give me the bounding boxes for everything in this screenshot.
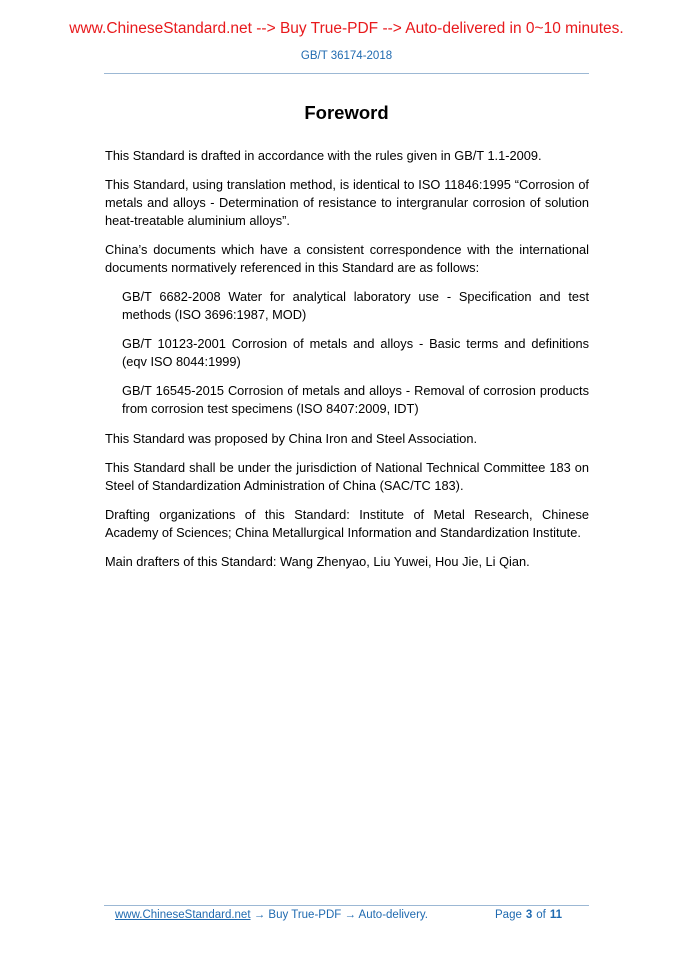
page-label: Page (495, 909, 522, 921)
paragraph-drafting-rules: This Standard is drafted in accordance with the rules given in GB/T 1.1-2009. (105, 148, 542, 163)
footer-divider (104, 905, 589, 906)
paragraph-drafting-organizations: Drafting organizations of this Standard: Institute of Metal Research, Chinese Academy of Sciences; China Metallurgical Information and Standardization Institute. (105, 506, 589, 540)
paragraph-proposed-by: This Standard was proposed by China Iron and Steel Association. (105, 430, 478, 446)
reference-item: GB/T 6682-2008 Water for analytical laboratory use - Specification and test methods (ISO 3696:1987, MOD) (122, 289, 589, 323)
header-divider (104, 73, 589, 74)
top-banner-link[interactable]: www.ChineseStandard.net --> Buy True-PDF --> Auto-delivered in 0~10 minutes. (69, 20, 624, 37)
paragraph-correspondence-intro: China’s documents which have a consistent correspondence with the international documents normatively referenced in this Standard are as follows: (105, 242, 589, 275)
reference-item: GB/T 10123-2001 Corrosion of metals and alloys - Basic terms and definitions (eqv ISO 8044:1999) (122, 336, 589, 370)
reference-item: GB/T 16545-2015 Corrosion of metals and alloys - Removal of corrosion products from corrosion test specimens (ISO 8407:2009, IDT) (122, 383, 589, 417)
page-current: 3 (525, 909, 533, 921)
page-title: Foreword (304, 102, 389, 123)
paragraph-translation-method: This Standard, using translation method, is identical to ISO 11846:1995 “Corrosion of metals and alloys - Determination of resistance to intergranular corrosion of solution heat-treatable aluminium alloys”. (105, 177, 589, 228)
standard-code-header: GB/T 36174-2018 (300, 50, 393, 62)
footer-site-info (115, 908, 428, 922)
page-of: of (536, 909, 546, 921)
footer-site-link[interactable]: www.ChineseStandard.net (115, 909, 251, 921)
document-body (105, 147, 589, 582)
paragraph-main-drafters: Main drafters of this Standard: Wang Zhenyao, Liu Yuwei, Hou Jie, Li Qian. (105, 554, 530, 570)
footer-tagline: → Buy True-PDF → Auto-delivery. (253, 909, 428, 921)
page-total: 11 (549, 909, 563, 921)
paragraph-jurisdiction: This Standard shall be under the jurisdiction of National Technical Committee 183 on Steel of Standardization Administration of China (SAC/TC 183). (105, 459, 589, 493)
page-number (495, 908, 562, 922)
